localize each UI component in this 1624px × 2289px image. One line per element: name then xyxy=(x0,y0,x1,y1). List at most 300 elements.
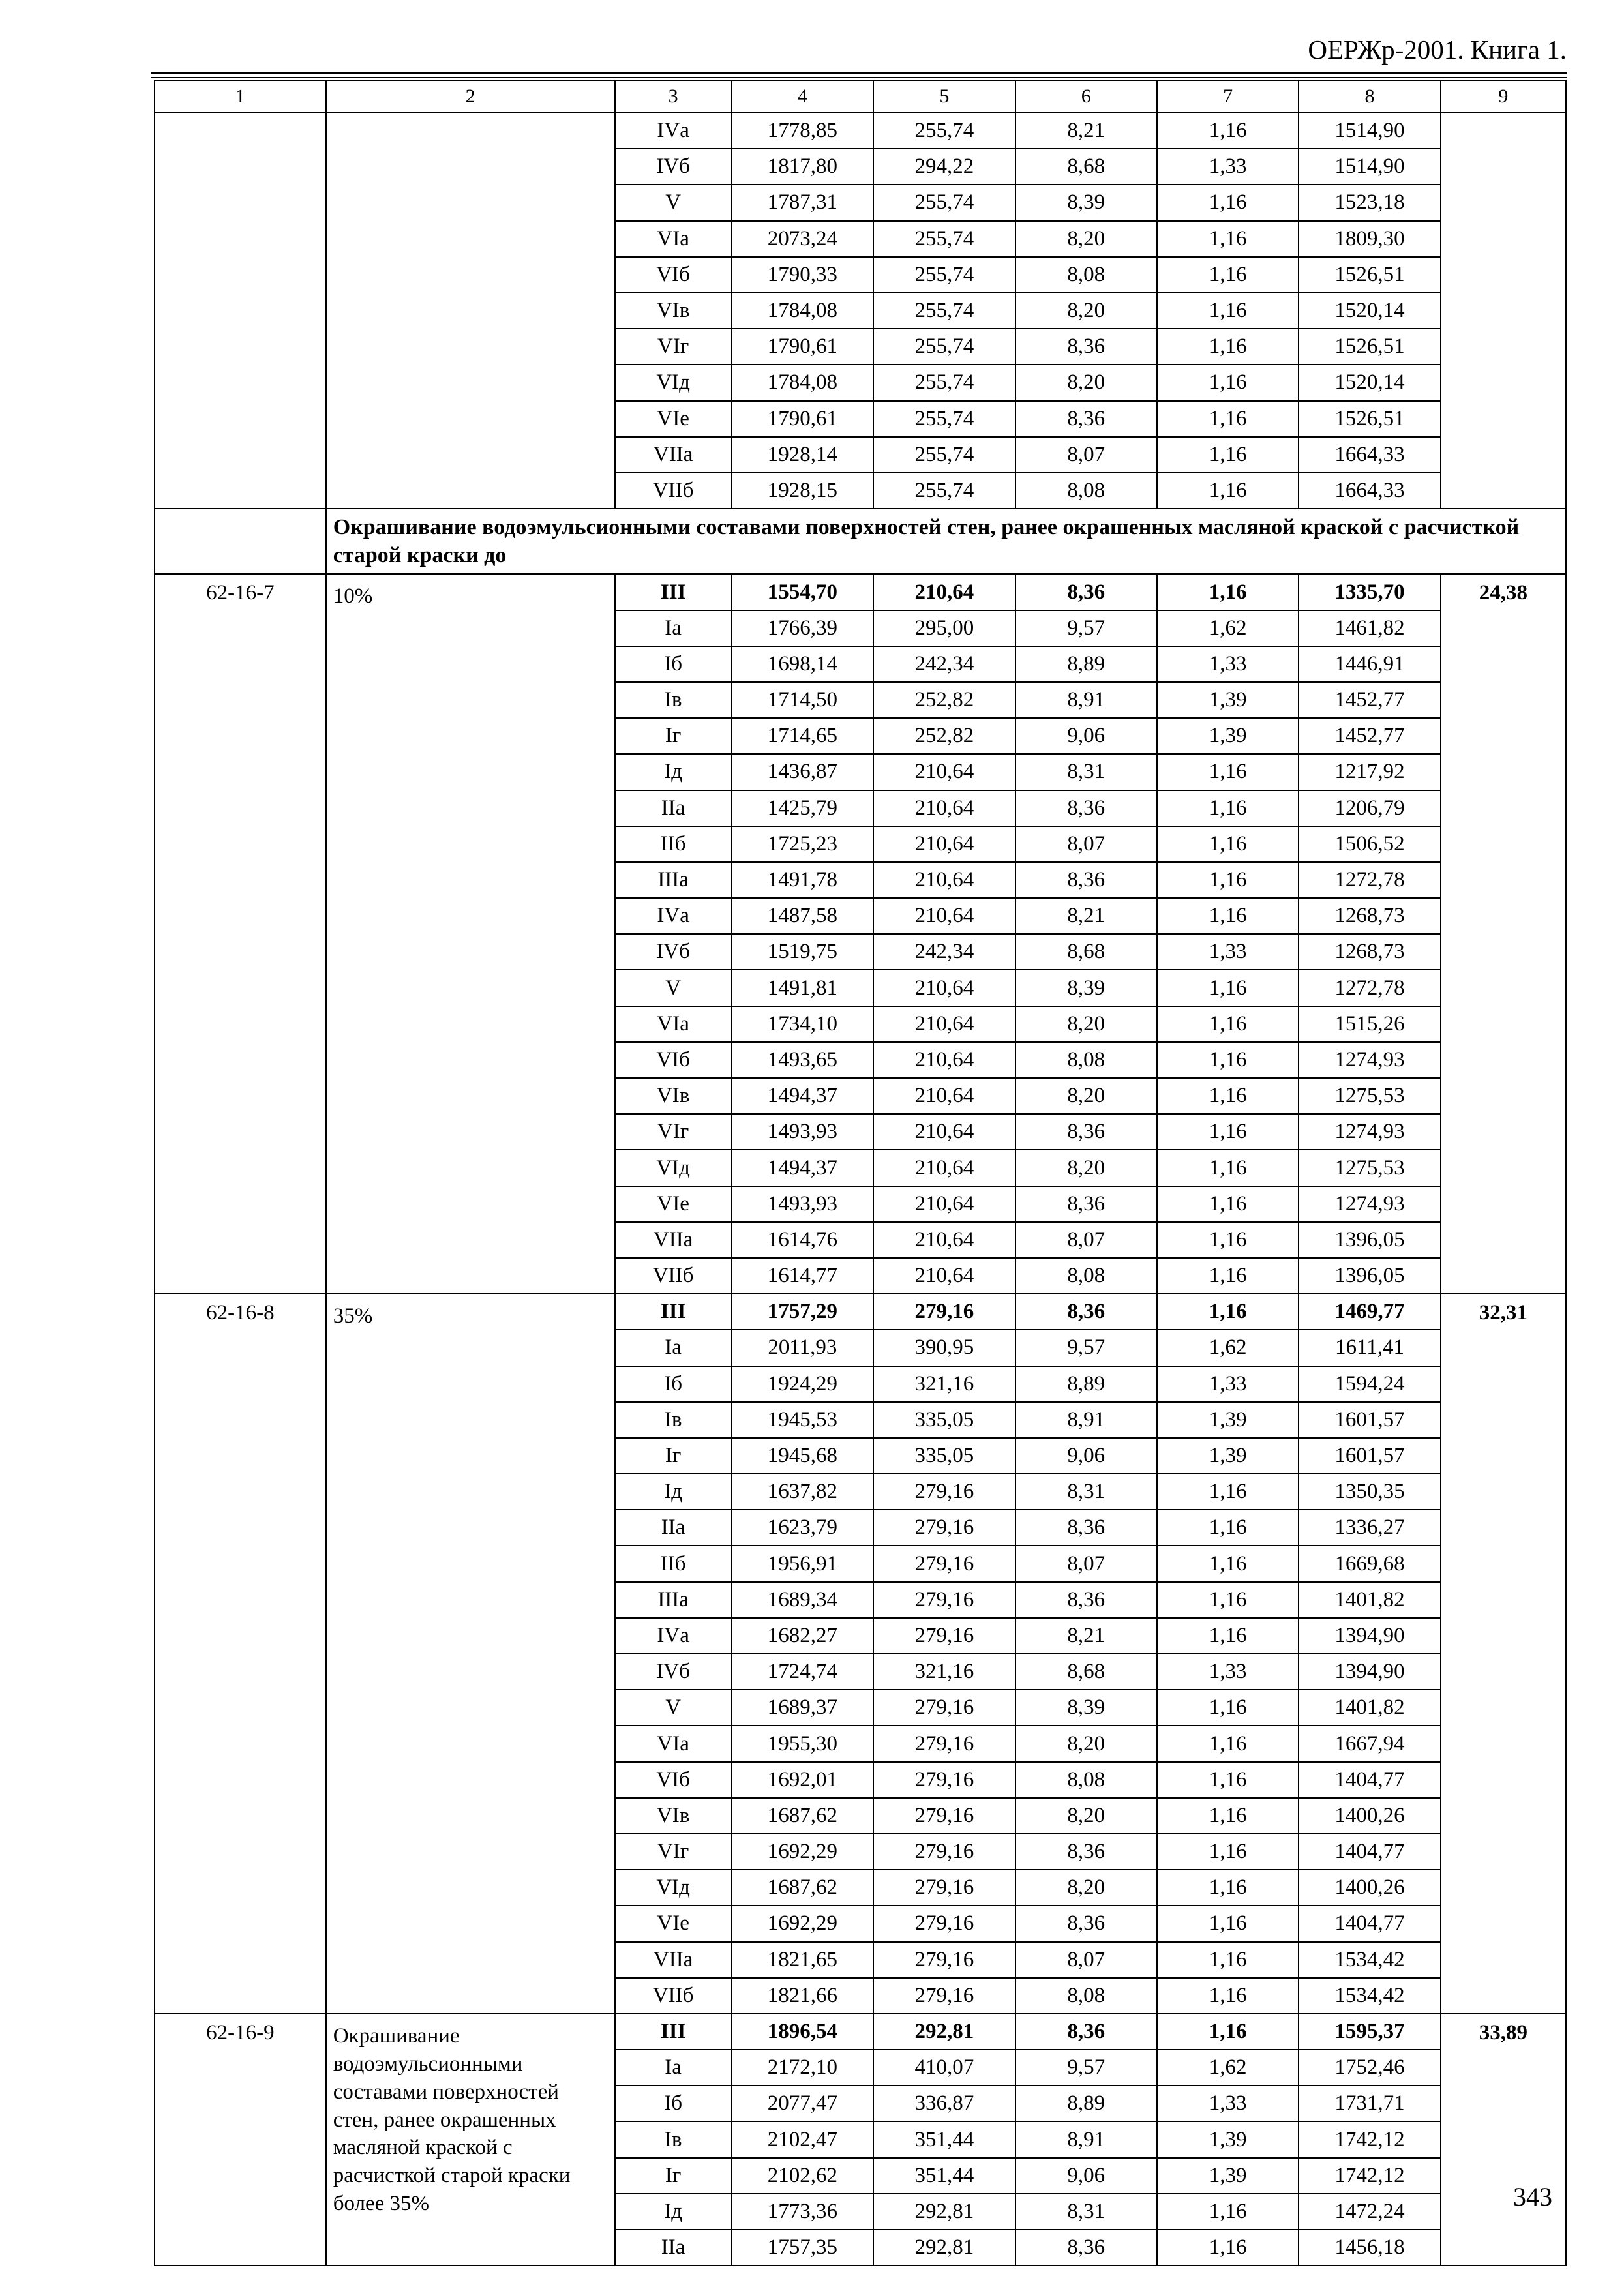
value-cell: 1,33 xyxy=(1157,1654,1299,1690)
value-cell: 1401,82 xyxy=(1299,1582,1440,1618)
zone-cell: IVа xyxy=(615,898,732,934)
value-cell: 1,16 xyxy=(1157,1906,1299,1941)
value-cell: 1,33 xyxy=(1157,934,1299,970)
value-cell: 8,39 xyxy=(1015,970,1157,1006)
value-cell: 1,16 xyxy=(1157,1150,1299,1186)
value-cell: 1446,91 xyxy=(1299,646,1440,682)
value-cell: 1,39 xyxy=(1157,1402,1299,1438)
zone-cell: VIIа xyxy=(615,437,732,473)
value-cell: 8,07 xyxy=(1015,1546,1157,1581)
value-cell: 1,16 xyxy=(1157,113,1299,149)
value-cell: 1955,30 xyxy=(732,1726,873,1761)
value-cell: 1724,74 xyxy=(732,1654,873,1690)
value-cell: 1790,61 xyxy=(732,401,873,437)
value-cell: 1,16 xyxy=(1157,754,1299,790)
value-cell: 210,64 xyxy=(873,1258,1015,1294)
value-cell: 1469,77 xyxy=(1299,1294,1440,1330)
value-cell: 1,16 xyxy=(1157,1798,1299,1834)
value-cell: 1,16 xyxy=(1157,293,1299,329)
value-cell: 210,64 xyxy=(873,754,1015,790)
rate-description: 10% xyxy=(326,574,615,1294)
value-cell: 1,16 xyxy=(1157,1618,1299,1654)
value-cell: 255,74 xyxy=(873,293,1015,329)
value-cell: 1,16 xyxy=(1157,2194,1299,2230)
value-cell: 210,64 xyxy=(873,1186,1015,1222)
value-cell: 8,07 xyxy=(1015,437,1157,473)
zone-cell: III xyxy=(615,2014,732,2050)
value-cell: 279,16 xyxy=(873,1690,1015,1726)
zone-cell: IIб xyxy=(615,826,732,862)
value-cell: 1,16 xyxy=(1157,185,1299,220)
value-cell: 1611,41 xyxy=(1299,1330,1440,1366)
zone-cell: VIд xyxy=(615,1150,732,1186)
zone-cell: VIд xyxy=(615,365,732,400)
value-cell: 1493,65 xyxy=(732,1042,873,1078)
column-number: 7 xyxy=(1157,80,1299,113)
value-cell: 8,39 xyxy=(1015,185,1157,220)
value-cell: 1,16 xyxy=(1157,1294,1299,1330)
rate-description: Окрашивание водоэмульсионными составами поверхностей стен, ранее окрашенных масляной краской с расчисткой старой краски более 35% xyxy=(326,2014,615,2266)
value-cell: 255,74 xyxy=(873,257,1015,293)
value-cell: 1274,93 xyxy=(1299,1114,1440,1150)
value-cell: 1,16 xyxy=(1157,1474,1299,1510)
value-cell: 8,08 xyxy=(1015,1042,1157,1078)
column-number: 1 xyxy=(155,80,326,113)
value-cell: 279,16 xyxy=(873,1870,1015,1906)
value-cell: 1493,93 xyxy=(732,1186,873,1222)
value-cell: 1,16 xyxy=(1157,2014,1299,2050)
value-cell: 8,36 xyxy=(1015,1906,1157,1941)
value-cell: 8,07 xyxy=(1015,1942,1157,1978)
value-cell: 1945,53 xyxy=(732,1402,873,1438)
value-cell: 255,74 xyxy=(873,185,1015,220)
zone-cell: VIа xyxy=(615,1726,732,1761)
rate-description: 35% xyxy=(326,1294,615,2014)
value-cell: 8,20 xyxy=(1015,1726,1157,1761)
value-cell: 1692,01 xyxy=(732,1762,873,1798)
value-cell: 8,36 xyxy=(1015,1834,1157,1870)
value-cell: 8,36 xyxy=(1015,1114,1157,1150)
zone-cell: III xyxy=(615,574,732,610)
zone-cell: III xyxy=(615,1294,732,1330)
value-cell: 279,16 xyxy=(873,1798,1015,1834)
value-cell: 1404,77 xyxy=(1299,1762,1440,1798)
zone-cell: VIа xyxy=(615,221,732,257)
zone-cell: VIв xyxy=(615,1798,732,1834)
value-cell: 1,16 xyxy=(1157,1510,1299,1546)
value-cell: 9,06 xyxy=(1015,1438,1157,1474)
value-cell: 8,89 xyxy=(1015,1366,1157,1402)
value-cell: 8,89 xyxy=(1015,646,1157,682)
zone-cell: Iб xyxy=(615,646,732,682)
zone-cell: IIIа xyxy=(615,862,732,898)
value-cell: 1396,05 xyxy=(1299,1258,1440,1294)
labor-cost: 33,89 xyxy=(1441,2014,1566,2266)
value-cell: 1,16 xyxy=(1157,365,1299,400)
value-cell: 1601,57 xyxy=(1299,1438,1440,1474)
value-cell: 8,36 xyxy=(1015,790,1157,826)
value-cell: 1274,93 xyxy=(1299,1186,1440,1222)
table-row xyxy=(155,574,1566,610)
value-cell: 8,36 xyxy=(1015,2230,1157,2266)
value-cell: 210,64 xyxy=(873,1042,1015,1078)
zone-cell: Iа xyxy=(615,610,732,646)
value-cell: 1692,29 xyxy=(732,1906,873,1941)
zone-cell: VIIа xyxy=(615,1222,732,1258)
page-header: ОЕРЖр-2001. Книга 1. xyxy=(1308,35,1567,65)
value-cell: 1742,12 xyxy=(1299,2121,1440,2157)
value-cell: 1404,77 xyxy=(1299,1834,1440,1870)
value-cell: 336,87 xyxy=(873,2086,1015,2121)
value-cell: 1689,34 xyxy=(732,1582,873,1618)
value-cell: 8,31 xyxy=(1015,1474,1157,1510)
value-cell: 1682,27 xyxy=(732,1618,873,1654)
value-cell: 8,31 xyxy=(1015,754,1157,790)
value-cell: 252,82 xyxy=(873,682,1015,718)
table-row xyxy=(155,1294,1566,1330)
value-cell: 410,07 xyxy=(873,2050,1015,2086)
value-cell: 8,08 xyxy=(1015,1978,1157,2014)
value-cell: 210,64 xyxy=(873,1150,1015,1186)
value-cell: 1,16 xyxy=(1157,1042,1299,1078)
value-cell: 1,16 xyxy=(1157,1942,1299,1978)
table-row xyxy=(155,2014,1566,2050)
value-cell: 210,64 xyxy=(873,862,1015,898)
value-cell: 1494,37 xyxy=(732,1150,873,1186)
zone-cell: VIIб xyxy=(615,1258,732,1294)
value-cell: 8,36 xyxy=(1015,329,1157,365)
zone-cell: VIе xyxy=(615,1906,732,1941)
value-cell: 1,16 xyxy=(1157,1690,1299,1726)
value-cell: 1790,61 xyxy=(732,329,873,365)
value-cell: 8,20 xyxy=(1015,365,1157,400)
value-cell: 1514,90 xyxy=(1299,149,1440,185)
value-cell: 1928,15 xyxy=(732,473,873,509)
value-cell: 8,08 xyxy=(1015,257,1157,293)
value-cell: 210,64 xyxy=(873,1114,1015,1150)
table-body xyxy=(155,80,1566,2266)
value-cell: 1896,54 xyxy=(732,2014,873,2050)
value-cell: 242,34 xyxy=(873,646,1015,682)
value-cell: 8,91 xyxy=(1015,682,1157,718)
value-cell: 1787,31 xyxy=(732,185,873,220)
value-cell: 1945,68 xyxy=(732,1438,873,1474)
value-cell: 1790,33 xyxy=(732,257,873,293)
value-cell: 255,74 xyxy=(873,221,1015,257)
value-cell: 1,16 xyxy=(1157,1258,1299,1294)
value-cell: 1206,79 xyxy=(1299,790,1440,826)
value-cell: 1275,53 xyxy=(1299,1150,1440,1186)
value-cell: 1472,24 xyxy=(1299,2194,1440,2230)
value-cell: 2172,10 xyxy=(732,2050,873,2086)
value-cell: 390,95 xyxy=(873,1330,1015,1366)
value-cell: 1520,14 xyxy=(1299,365,1440,400)
value-cell: 1519,75 xyxy=(732,934,873,970)
value-cell: 335,05 xyxy=(873,1402,1015,1438)
value-cell: 321,16 xyxy=(873,1366,1015,1402)
value-cell: 1924,29 xyxy=(732,1366,873,1402)
zone-cell: IIа xyxy=(615,2230,732,2266)
value-cell: 1274,93 xyxy=(1299,1042,1440,1078)
value-cell: 351,44 xyxy=(873,2121,1015,2157)
value-cell: 279,16 xyxy=(873,1294,1015,1330)
value-cell: 1268,73 xyxy=(1299,898,1440,934)
value-cell: 8,20 xyxy=(1015,1798,1157,1834)
value-cell: 255,74 xyxy=(873,113,1015,149)
value-cell: 8,36 xyxy=(1015,401,1157,437)
zone-cell: Iд xyxy=(615,754,732,790)
zone-cell: VIв xyxy=(615,1078,732,1114)
value-cell: 1,16 xyxy=(1157,401,1299,437)
zone-cell: Iг xyxy=(615,2158,732,2194)
zone-cell: VIIб xyxy=(615,473,732,509)
value-cell: 1725,23 xyxy=(732,826,873,862)
rates-table xyxy=(154,80,1567,2266)
value-cell: 1614,76 xyxy=(732,1222,873,1258)
section-heading: Окрашивание водоэмульсионными составами поверхностей стен, ранее окрашенных масляной краской с расчисткой старой краски до xyxy=(326,509,1566,574)
labor-cell xyxy=(1441,113,1566,509)
zone-cell: Iг xyxy=(615,1438,732,1474)
value-cell: 1491,78 xyxy=(732,862,873,898)
zone-cell: Iб xyxy=(615,1366,732,1402)
value-cell: 8,68 xyxy=(1015,1654,1157,1690)
value-cell: 279,16 xyxy=(873,1906,1015,1941)
column-number-row xyxy=(155,80,1566,113)
value-cell: 1,16 xyxy=(1157,1582,1299,1618)
zone-cell: VIб xyxy=(615,1042,732,1078)
value-cell: 1731,71 xyxy=(1299,2086,1440,2121)
value-cell: 210,64 xyxy=(873,1006,1015,1042)
column-number: 9 xyxy=(1441,80,1566,113)
zone-cell: VIг xyxy=(615,1834,732,1870)
value-cell: 8,08 xyxy=(1015,473,1157,509)
value-cell: 9,57 xyxy=(1015,2050,1157,2086)
value-cell: 1493,93 xyxy=(732,1114,873,1150)
value-cell: 1526,51 xyxy=(1299,329,1440,365)
value-cell: 1692,29 xyxy=(732,1834,873,1870)
value-cell: 8,36 xyxy=(1015,2014,1157,2050)
value-cell: 8,91 xyxy=(1015,1402,1157,1438)
zone-cell: IIа xyxy=(615,1510,732,1546)
value-cell: 1757,29 xyxy=(732,1294,873,1330)
value-cell: 8,20 xyxy=(1015,1150,1157,1186)
value-cell: 210,64 xyxy=(873,1078,1015,1114)
value-cell: 210,64 xyxy=(873,826,1015,862)
value-cell: 1526,51 xyxy=(1299,257,1440,293)
value-cell: 1809,30 xyxy=(1299,221,1440,257)
value-cell: 1491,81 xyxy=(732,970,873,1006)
code-cell xyxy=(155,509,326,574)
value-cell: 252,82 xyxy=(873,718,1015,754)
value-cell: 1336,27 xyxy=(1299,1510,1440,1546)
zone-cell: VIе xyxy=(615,401,732,437)
value-cell: 1514,90 xyxy=(1299,113,1440,149)
column-number: 6 xyxy=(1015,80,1157,113)
zone-cell: IVб xyxy=(615,934,732,970)
value-cell: 321,16 xyxy=(873,1654,1015,1690)
value-cell: 1461,82 xyxy=(1299,610,1440,646)
zone-cell: IVа xyxy=(615,1618,732,1654)
value-cell: 1217,92 xyxy=(1299,754,1440,790)
zone-cell: V xyxy=(615,970,732,1006)
value-cell: 8,89 xyxy=(1015,2086,1157,2121)
value-cell: 279,16 xyxy=(873,1762,1015,1798)
value-cell: 1,16 xyxy=(1157,1834,1299,1870)
value-cell: 1,39 xyxy=(1157,2158,1299,2194)
description-cell xyxy=(326,113,615,509)
value-cell: 1595,37 xyxy=(1299,2014,1440,2050)
value-cell: 210,64 xyxy=(873,790,1015,826)
labor-cost: 24,38 xyxy=(1441,574,1566,1294)
value-cell: 1,62 xyxy=(1157,1330,1299,1366)
zone-cell: IVб xyxy=(615,1654,732,1690)
value-cell: 1,16 xyxy=(1157,1546,1299,1581)
value-cell: 210,64 xyxy=(873,1222,1015,1258)
value-cell: 1687,62 xyxy=(732,1870,873,1906)
value-cell: 1714,65 xyxy=(732,718,873,754)
value-cell: 1773,36 xyxy=(732,2194,873,2230)
value-cell: 1,16 xyxy=(1157,1978,1299,2014)
value-cell: 1506,52 xyxy=(1299,826,1440,862)
value-cell: 1534,42 xyxy=(1299,1978,1440,2014)
value-cell: 242,34 xyxy=(873,934,1015,970)
value-cell: 1,16 xyxy=(1157,862,1299,898)
value-cell: 2073,24 xyxy=(732,221,873,257)
value-cell: 1623,79 xyxy=(732,1510,873,1546)
zone-cell: VIв xyxy=(615,293,732,329)
value-cell: 279,16 xyxy=(873,1726,1015,1761)
zone-cell: Iв xyxy=(615,2121,732,2157)
column-number: 3 xyxy=(615,80,732,113)
zone-cell: VIе xyxy=(615,1186,732,1222)
value-cell: 8,07 xyxy=(1015,826,1157,862)
rate-code: 62-16-9 xyxy=(155,2014,326,2266)
value-cell: 1,16 xyxy=(1157,898,1299,934)
zone-cell: Iа xyxy=(615,1330,732,1366)
value-cell: 1526,51 xyxy=(1299,401,1440,437)
value-cell: 1,16 xyxy=(1157,1186,1299,1222)
value-cell: 1,16 xyxy=(1157,826,1299,862)
value-cell: 1,39 xyxy=(1157,682,1299,718)
value-cell: 1394,90 xyxy=(1299,1654,1440,1690)
value-cell: 1,33 xyxy=(1157,1366,1299,1402)
value-cell: 1,16 xyxy=(1157,329,1299,365)
value-cell: 2077,47 xyxy=(732,2086,873,2121)
value-cell: 255,74 xyxy=(873,329,1015,365)
value-cell: 1,16 xyxy=(1157,1870,1299,1906)
value-cell: 295,00 xyxy=(873,610,1015,646)
value-cell: 279,16 xyxy=(873,1834,1015,1870)
value-cell: 210,64 xyxy=(873,898,1015,934)
zone-cell: IIа xyxy=(615,790,732,826)
zone-cell: IIIа xyxy=(615,1582,732,1618)
value-cell: 335,05 xyxy=(873,1438,1015,1474)
value-cell: 8,36 xyxy=(1015,574,1157,610)
value-cell: 255,74 xyxy=(873,473,1015,509)
header-rule xyxy=(151,72,1567,74)
value-cell: 1766,39 xyxy=(732,610,873,646)
value-cell: 8,20 xyxy=(1015,221,1157,257)
rate-code: 62-16-8 xyxy=(155,1294,326,2014)
value-cell: 1,33 xyxy=(1157,646,1299,682)
column-number: 5 xyxy=(873,80,1015,113)
value-cell: 1,16 xyxy=(1157,1726,1299,1761)
value-cell: 210,64 xyxy=(873,970,1015,1006)
value-cell: 1452,77 xyxy=(1299,682,1440,718)
value-cell: 1928,14 xyxy=(732,437,873,473)
value-cell: 8,07 xyxy=(1015,1222,1157,1258)
zone-cell: Iд xyxy=(615,1474,732,1510)
value-cell: 1757,35 xyxy=(732,2230,873,2266)
value-cell: 1821,66 xyxy=(732,1978,873,2014)
value-cell: 1817,80 xyxy=(732,149,873,185)
value-cell: 8,36 xyxy=(1015,1294,1157,1330)
value-cell: 1784,08 xyxy=(732,293,873,329)
value-cell: 279,16 xyxy=(873,1510,1015,1546)
value-cell: 279,16 xyxy=(873,1546,1015,1581)
value-cell: 8,20 xyxy=(1015,1006,1157,1042)
value-cell: 8,36 xyxy=(1015,862,1157,898)
value-cell: 1778,85 xyxy=(732,113,873,149)
value-cell: 8,08 xyxy=(1015,1258,1157,1294)
value-cell: 279,16 xyxy=(873,1978,1015,2014)
value-cell: 1,16 xyxy=(1157,1762,1299,1798)
value-cell: 1,16 xyxy=(1157,1078,1299,1114)
value-cell: 8,21 xyxy=(1015,1618,1157,1654)
value-cell: 1,16 xyxy=(1157,1222,1299,1258)
value-cell: 1,16 xyxy=(1157,970,1299,1006)
value-cell: 1401,82 xyxy=(1299,1690,1440,1726)
value-cell: 8,36 xyxy=(1015,1510,1157,1546)
value-cell: 1,16 xyxy=(1157,473,1299,509)
value-cell: 1,16 xyxy=(1157,574,1299,610)
value-cell: 279,16 xyxy=(873,1474,1015,1510)
value-cell: 8,20 xyxy=(1015,1870,1157,1906)
value-cell: 9,57 xyxy=(1015,1330,1157,1366)
zone-cell: VIIа xyxy=(615,1942,732,1978)
labor-cost: 32,31 xyxy=(1441,1294,1566,2014)
value-cell: 1,16 xyxy=(1157,221,1299,257)
value-cell: 1494,37 xyxy=(732,1078,873,1114)
value-cell: 8,20 xyxy=(1015,1078,1157,1114)
zone-cell: Iд xyxy=(615,2194,732,2230)
zone-cell: Iв xyxy=(615,682,732,718)
value-cell: 1,16 xyxy=(1157,1006,1299,1042)
value-cell: 1664,33 xyxy=(1299,473,1440,509)
table-row xyxy=(155,113,1566,149)
value-cell: 279,16 xyxy=(873,1942,1015,1978)
value-cell: 1520,14 xyxy=(1299,293,1440,329)
value-cell: 1534,42 xyxy=(1299,1942,1440,1978)
value-cell: 8,68 xyxy=(1015,934,1157,970)
value-cell: 1394,90 xyxy=(1299,1618,1440,1654)
value-cell: 8,36 xyxy=(1015,1582,1157,1618)
zone-cell: Iг xyxy=(615,718,732,754)
value-cell: 1784,08 xyxy=(732,365,873,400)
value-cell: 292,81 xyxy=(873,2014,1015,2050)
value-cell: 1,39 xyxy=(1157,718,1299,754)
value-cell: 1515,26 xyxy=(1299,1006,1440,1042)
value-cell: 1,16 xyxy=(1157,790,1299,826)
rate-code: 62-16-7 xyxy=(155,574,326,1294)
column-number: 8 xyxy=(1299,80,1440,113)
value-cell: 1698,14 xyxy=(732,646,873,682)
value-cell: 8,39 xyxy=(1015,1690,1157,1726)
value-cell: 1689,37 xyxy=(732,1690,873,1726)
value-cell: 8,91 xyxy=(1015,2121,1157,2157)
value-cell: 1637,82 xyxy=(732,1474,873,1510)
value-cell: 1268,73 xyxy=(1299,934,1440,970)
